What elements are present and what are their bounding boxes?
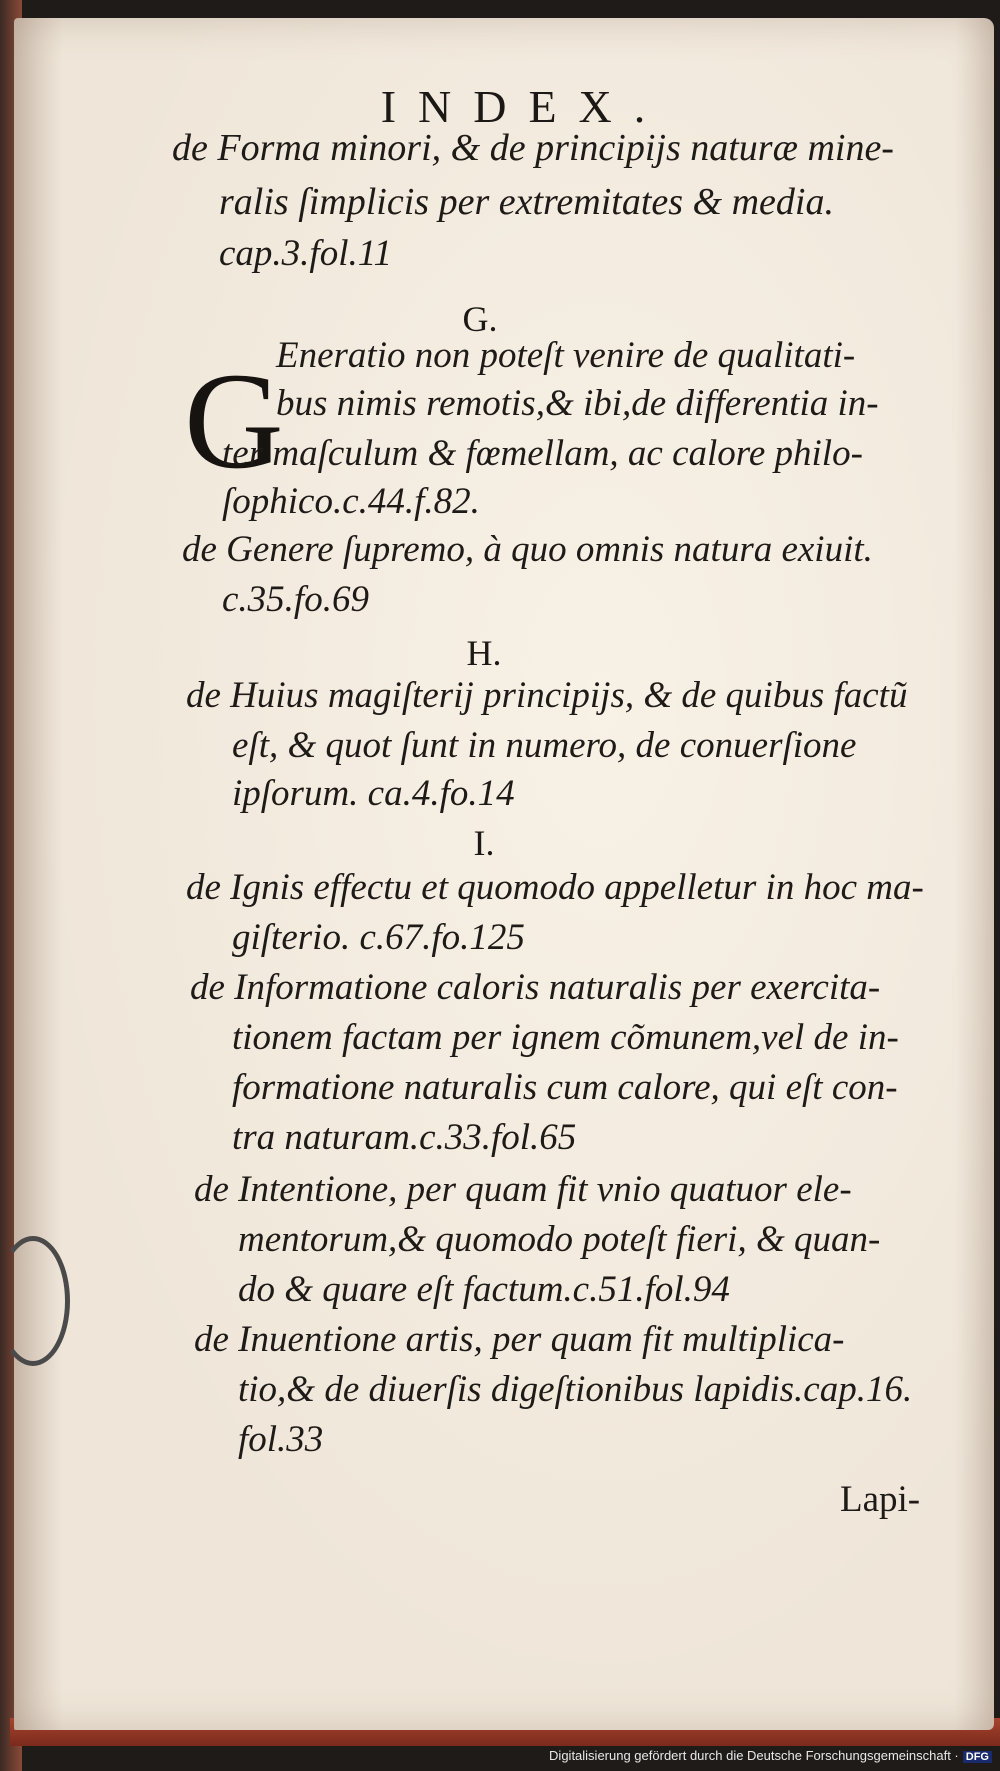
index-line: de Huius magiſterij principijs, & de quibus factũ: [186, 675, 908, 716]
index-line: de Informatione caloris naturalis per exercita-: [190, 967, 881, 1008]
index-line: de Genere ſupremo, à quo omnis natura exiuit.: [182, 529, 873, 570]
index-line: de Intentione, per quam fit vnio quatuor ele-: [194, 1169, 852, 1210]
index-line: Eneratio non poteſt venire de qualitati-: [276, 335, 856, 376]
index-line: de Ignis effectu et quomodo appelletur in hoc ma-: [186, 867, 924, 908]
index-line: cap.3.fol.11: [219, 233, 392, 274]
credit-text: Digitalisierung gefördert durch die Deutsche Forschungsgemeinschaft ·: [549, 1748, 959, 1763]
index-line: ralis ſimplicis per extremitates & media.: [219, 181, 834, 223]
index-line: c.35.fo.69: [222, 579, 369, 620]
section-letter-i: I.: [473, 823, 495, 863]
index-line: do & quare eſt factum.c.51.fol.94: [238, 1269, 730, 1310]
index-line: eſt, & quot ſunt in numero, de conuerſione: [232, 725, 857, 766]
index-line: de Forma minori, & de principijs naturæ mine-: [172, 127, 894, 169]
index-line: bus nimis remotis,& ibi,de differentia in-: [276, 383, 879, 424]
index-line: ſophico.c.44.f.82.: [222, 481, 480, 522]
index-line: tio,& de diuerſis digeſtionibus lapidis.cap.16.: [238, 1369, 913, 1410]
index-line: tra naturam.c.33.fol.65: [232, 1117, 577, 1158]
catchword: Lapi-: [840, 1479, 921, 1520]
digitization-credit: [549, 1748, 992, 1763]
dfg-logo: DFG: [963, 1751, 992, 1763]
index-line: giſterio. c.67.fo.125: [232, 917, 525, 958]
index-line: tionem factam per ignem cõmunem,vel de in-: [232, 1017, 899, 1058]
index-line: fol.33: [238, 1419, 324, 1460]
index-line: ter maſculum & fœmellam, ac calore philo-: [222, 433, 863, 474]
drop-cap: G: [184, 344, 284, 497]
index-line: mentorum,& quomodo poteſt fieri, & quan-: [238, 1219, 881, 1260]
page-header: INDEX.: [380, 81, 668, 132]
section-letter-g: G.: [462, 299, 498, 339]
index-line: ipſorum. ca.4.fo.14: [232, 773, 515, 814]
page-text: [14, 18, 994, 1730]
section-letter-h: H.: [466, 633, 502, 673]
index-line: de Inuentione artis, per quam fit multiplica-: [194, 1319, 845, 1360]
book-page: [14, 18, 994, 1730]
index-line: formatione naturalis cum calore, qui eſt con-: [232, 1067, 898, 1108]
